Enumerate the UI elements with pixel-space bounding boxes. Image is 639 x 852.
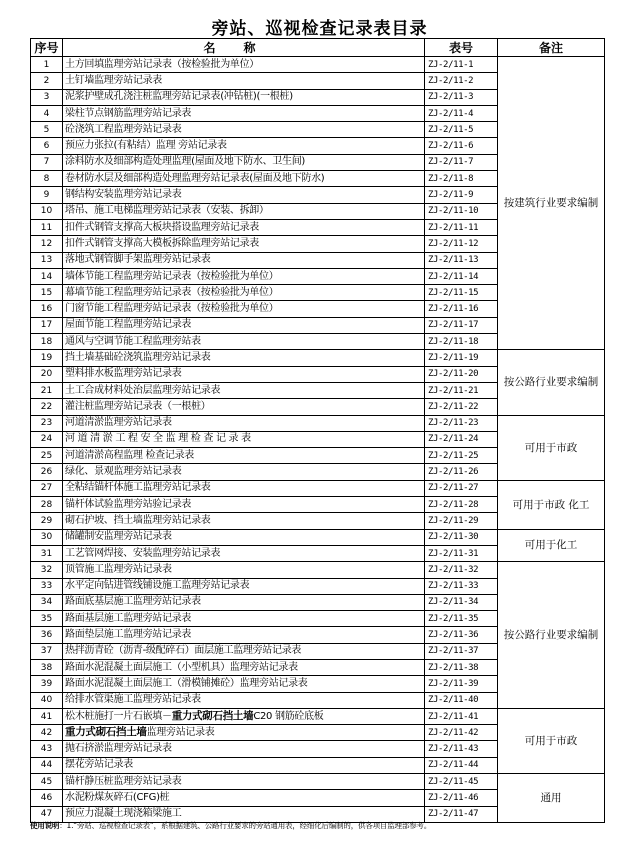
row-code: ZJ-2/11-37 bbox=[425, 643, 498, 659]
row-number: 8 bbox=[31, 171, 63, 187]
row-code: ZJ-2/11-1 bbox=[425, 57, 498, 73]
row-code: ZJ-2/11-23 bbox=[425, 415, 498, 431]
row-number: 31 bbox=[31, 545, 63, 561]
table-row bbox=[31, 774, 605, 790]
row-number: 28 bbox=[31, 497, 63, 513]
row-number: 29 bbox=[31, 513, 63, 529]
row-number: 3 bbox=[31, 89, 63, 105]
row-code: ZJ-2/11-3 bbox=[425, 89, 498, 105]
row-code: ZJ-2/11-29 bbox=[425, 513, 498, 529]
table-row bbox=[31, 480, 605, 496]
row-name: 土钉墙监理旁站记录表 bbox=[63, 73, 425, 89]
row-name: 水平定向钻进管线铺设施工监理旁站记录表 bbox=[63, 578, 425, 594]
row-number: 16 bbox=[31, 301, 63, 317]
row-name: 预应力张拉(有粘结）监理 旁站记录表 bbox=[63, 138, 425, 154]
row-code: ZJ-2/11-4 bbox=[425, 105, 498, 121]
row-code: ZJ-2/11-24 bbox=[425, 431, 498, 447]
row-name: 路面水泥混凝土面层施工（滑模铺摊砼）监理旁站记录表 bbox=[63, 676, 425, 692]
table-body bbox=[31, 57, 605, 823]
row-number: 15 bbox=[31, 285, 63, 301]
row-note: 通用 bbox=[498, 774, 605, 823]
row-code: ZJ-2/11-7 bbox=[425, 154, 498, 170]
row-code: ZJ-2/11-36 bbox=[425, 627, 498, 643]
row-code: ZJ-2/11-12 bbox=[425, 236, 498, 252]
row-code: ZJ-2/11-27 bbox=[425, 480, 498, 496]
row-code: ZJ-2/11-14 bbox=[425, 268, 498, 284]
row-name: 挡土墙基础砼浇筑监理旁站记录表 bbox=[63, 350, 425, 366]
row-number: 24 bbox=[31, 431, 63, 447]
row-code: ZJ-2/11-46 bbox=[425, 790, 498, 806]
row-number: 33 bbox=[31, 578, 63, 594]
row-note: 按公路行业要求编制 bbox=[498, 562, 605, 709]
row-name: 预应力混凝土现浇箱梁施工 bbox=[63, 806, 425, 822]
row-name: 锚杆静压桩监理旁站记录表 bbox=[63, 774, 425, 790]
table-row bbox=[31, 350, 605, 366]
row-note: 可用于市政 化工 bbox=[498, 480, 605, 529]
row-code: ZJ-2/11-41 bbox=[425, 708, 498, 724]
row-note: 可用于市政 bbox=[498, 708, 605, 773]
row-number: 5 bbox=[31, 122, 63, 138]
table-row bbox=[31, 415, 605, 431]
row-name: 幕墙节能工程监理旁站记录表（按检验批为单位） bbox=[63, 285, 425, 301]
row-number: 23 bbox=[31, 415, 63, 431]
row-name: 泥浆护壁成孔浇注桩监理旁站记录表(冲钻桩)(一根桩) bbox=[63, 89, 425, 105]
row-code: ZJ-2/11-13 bbox=[425, 252, 498, 268]
row-note: 按公路行业要求编制 bbox=[498, 350, 605, 415]
row-code: ZJ-2/11-8 bbox=[425, 171, 498, 187]
row-name: 钢结构安装监理旁站记录表 bbox=[63, 187, 425, 203]
row-name: 塑料排水板监理旁站记录表 bbox=[63, 366, 425, 382]
row-name: 砌石护坡、挡土墙监理旁站记录表 bbox=[63, 513, 425, 529]
row-number: 30 bbox=[31, 529, 63, 545]
row-code: ZJ-2/11-33 bbox=[425, 578, 498, 594]
row-name: 梁柱节点钢筋监理旁站记录表 bbox=[63, 105, 425, 121]
row-code: ZJ-2/11-15 bbox=[425, 285, 498, 301]
row-number: 27 bbox=[31, 480, 63, 496]
row-number: 47 bbox=[31, 806, 63, 822]
row-name: 路面水泥混凝土面层施工（小型机具）监理旁站记录表 bbox=[63, 659, 425, 675]
row-number: 40 bbox=[31, 692, 63, 708]
row-name: 河 道 清 淤 工 程 安 全 监 理 检 查 记 录 表 bbox=[63, 431, 425, 447]
row-number: 12 bbox=[31, 236, 63, 252]
row-note: 按建筑行业要求编制 bbox=[498, 57, 605, 350]
row-note: 可用于市政 bbox=[498, 415, 605, 480]
row-number: 34 bbox=[31, 594, 63, 610]
row-code: ZJ-2/11-44 bbox=[425, 757, 498, 773]
row-number: 44 bbox=[31, 757, 63, 773]
row-code: ZJ-2/11-2 bbox=[425, 73, 498, 89]
row-code: ZJ-2/11-10 bbox=[425, 203, 498, 219]
row-number: 6 bbox=[31, 138, 63, 154]
row-name: 卷材防水层及细部构造处理监理旁站记录表(屋面及地下防水) bbox=[63, 171, 425, 187]
row-name: 涂料防水及细部构造处理监理(屋面及地下防水、卫生间) bbox=[63, 154, 425, 170]
row-number: 9 bbox=[31, 187, 63, 203]
header-name: 名 称 bbox=[63, 39, 425, 57]
row-name: 塔吊、施工电梯监理旁站记录表（安装、拆卸） bbox=[63, 203, 425, 219]
row-code: ZJ-2/11-25 bbox=[425, 448, 498, 464]
row-name: 墙体节能工程监理旁站记录表（按检验批为单位） bbox=[63, 268, 425, 284]
table-row bbox=[31, 529, 605, 545]
row-number: 19 bbox=[31, 350, 63, 366]
row-number: 42 bbox=[31, 725, 63, 741]
row-name: 门窗节能工程监理旁站记录表（按检验批为单位） bbox=[63, 301, 425, 317]
row-name: 工艺管网焊接、安装监理旁站记录表 bbox=[63, 545, 425, 561]
row-code: ZJ-2/11-16 bbox=[425, 301, 498, 317]
row-code: ZJ-2/11-20 bbox=[425, 366, 498, 382]
row-note: 可用于化工 bbox=[498, 529, 605, 562]
row-name: 土方回填监理旁站记录表（按检验批为单位） bbox=[63, 57, 425, 73]
row-number: 18 bbox=[31, 334, 63, 350]
row-name: 土工合成材料处治层监理旁站记录表 bbox=[63, 382, 425, 398]
row-number: 37 bbox=[31, 643, 63, 659]
row-code: ZJ-2/11-17 bbox=[425, 317, 498, 333]
row-name: 绿化、景观监理旁站记录表 bbox=[63, 464, 425, 480]
row-name: 扣件式钢管支撑高大模板拆除监理旁站记录表 bbox=[63, 236, 425, 252]
row-number: 11 bbox=[31, 219, 63, 235]
row-code: ZJ-2/11-34 bbox=[425, 594, 498, 610]
row-name: 抛石挤淤监理旁站记录表 bbox=[63, 741, 425, 757]
table-row bbox=[31, 708, 605, 724]
row-code: ZJ-2/11-47 bbox=[425, 806, 498, 822]
row-code: ZJ-2/11-5 bbox=[425, 122, 498, 138]
table-header-row bbox=[31, 39, 605, 57]
header-code: 表号 bbox=[425, 39, 498, 57]
row-number: 2 bbox=[31, 73, 63, 89]
usage-note: 使用说明：1.“旁站、巡视检查记录表”，系根据建筑、公路行业要求的旁站通用表，经细化后编制的，供各项目监理部参考。 bbox=[30, 821, 432, 830]
row-number: 25 bbox=[31, 448, 63, 464]
row-code: ZJ-2/11-32 bbox=[425, 562, 498, 578]
row-code: ZJ-2/11-11 bbox=[425, 219, 498, 235]
row-code: ZJ-2/11-9 bbox=[425, 187, 498, 203]
row-name: 摆花旁站记录表 bbox=[63, 757, 425, 773]
header-note: 备注 bbox=[498, 39, 605, 57]
row-number: 46 bbox=[31, 790, 63, 806]
row-code: ZJ-2/11-30 bbox=[425, 529, 498, 545]
row-name: 扣件式钢管支撑高大板块搭设监理旁站记录表 bbox=[63, 219, 425, 235]
row-name: 砼浇筑工程监理旁站记录表 bbox=[63, 122, 425, 138]
row-number: 4 bbox=[31, 105, 63, 121]
table-row bbox=[31, 57, 605, 73]
row-code: ZJ-2/11-40 bbox=[425, 692, 498, 708]
row-name: 河道清淤高程监理 检查记录表 bbox=[63, 448, 425, 464]
row-number: 13 bbox=[31, 252, 63, 268]
row-code: ZJ-2/11-39 bbox=[425, 676, 498, 692]
row-number: 35 bbox=[31, 611, 63, 627]
row-number: 38 bbox=[31, 659, 63, 675]
row-number: 45 bbox=[31, 774, 63, 790]
row-code: ZJ-2/11-18 bbox=[425, 334, 498, 350]
row-number: 26 bbox=[31, 464, 63, 480]
row-number: 41 bbox=[31, 708, 63, 724]
header-no: 序号 bbox=[31, 39, 63, 57]
table-row bbox=[31, 562, 605, 578]
row-number: 39 bbox=[31, 676, 63, 692]
row-code: ZJ-2/11-42 bbox=[425, 725, 498, 741]
row-name: 松木桩施打一片石嵌填－重力式砌石挡土墙C20 钢筋砼底板 bbox=[63, 708, 425, 724]
row-code: ZJ-2/11-26 bbox=[425, 464, 498, 480]
row-name: 屋面节能工程监理旁站记录表 bbox=[63, 317, 425, 333]
row-name: 顶管施工监理旁站记录表 bbox=[63, 562, 425, 578]
row-name: 河道清淤监理旁站记录表 bbox=[63, 415, 425, 431]
row-code: ZJ-2/11-19 bbox=[425, 350, 498, 366]
row-number: 14 bbox=[31, 268, 63, 284]
row-name: 重力式砌石挡土墙监理旁站记录表 bbox=[63, 725, 425, 741]
row-name: 全粘结锚杆体施工监理旁站记录表 bbox=[63, 480, 425, 496]
row-number: 7 bbox=[31, 154, 63, 170]
row-name: 灌注桩监理旁站记录表（一根桩） bbox=[63, 399, 425, 415]
row-name: 给排水管渠施工监理旁站记录表 bbox=[63, 692, 425, 708]
row-number: 21 bbox=[31, 382, 63, 398]
row-number: 17 bbox=[31, 317, 63, 333]
row-name: 储罐制安监理旁站记录表 bbox=[63, 529, 425, 545]
row-number: 22 bbox=[31, 399, 63, 415]
row-name: 路面基层施工监理旁站记录表 bbox=[63, 611, 425, 627]
row-code: ZJ-2/11-6 bbox=[425, 138, 498, 154]
row-name: 水泥粉煤灰碎石(CFG)桩 bbox=[63, 790, 425, 806]
row-name: 路面垫层施工监理旁站记录表 bbox=[63, 627, 425, 643]
row-code: ZJ-2/11-38 bbox=[425, 659, 498, 675]
record-table bbox=[30, 38, 605, 823]
row-name: 路面底基层施工监理旁站记录表 bbox=[63, 594, 425, 610]
row-code: ZJ-2/11-45 bbox=[425, 774, 498, 790]
row-number: 20 bbox=[31, 366, 63, 382]
row-code: ZJ-2/11-35 bbox=[425, 611, 498, 627]
row-number: 1 bbox=[31, 57, 63, 73]
row-number: 10 bbox=[31, 203, 63, 219]
row-name: 热拌沥青砼（沥青-级配碎石）面层施工监理旁站记录表 bbox=[63, 643, 425, 659]
page-title: 旁站、巡视检查记录表目录 bbox=[211, 19, 428, 39]
row-name: 落地式钢管脚手架监理旁站记录表 bbox=[63, 252, 425, 268]
row-code: ZJ-2/11-22 bbox=[425, 399, 498, 415]
row-name: 锚杆体试验监理旁站验记录表 bbox=[63, 497, 425, 513]
row-number: 36 bbox=[31, 627, 63, 643]
row-code: ZJ-2/11-21 bbox=[425, 382, 498, 398]
row-code: ZJ-2/11-31 bbox=[425, 545, 498, 561]
row-number: 43 bbox=[31, 741, 63, 757]
row-name: 通风与空调节能工程监理旁站表 bbox=[63, 334, 425, 350]
row-code: ZJ-2/11-43 bbox=[425, 741, 498, 757]
row-number: 32 bbox=[31, 562, 63, 578]
row-code: ZJ-2/11-28 bbox=[425, 497, 498, 513]
